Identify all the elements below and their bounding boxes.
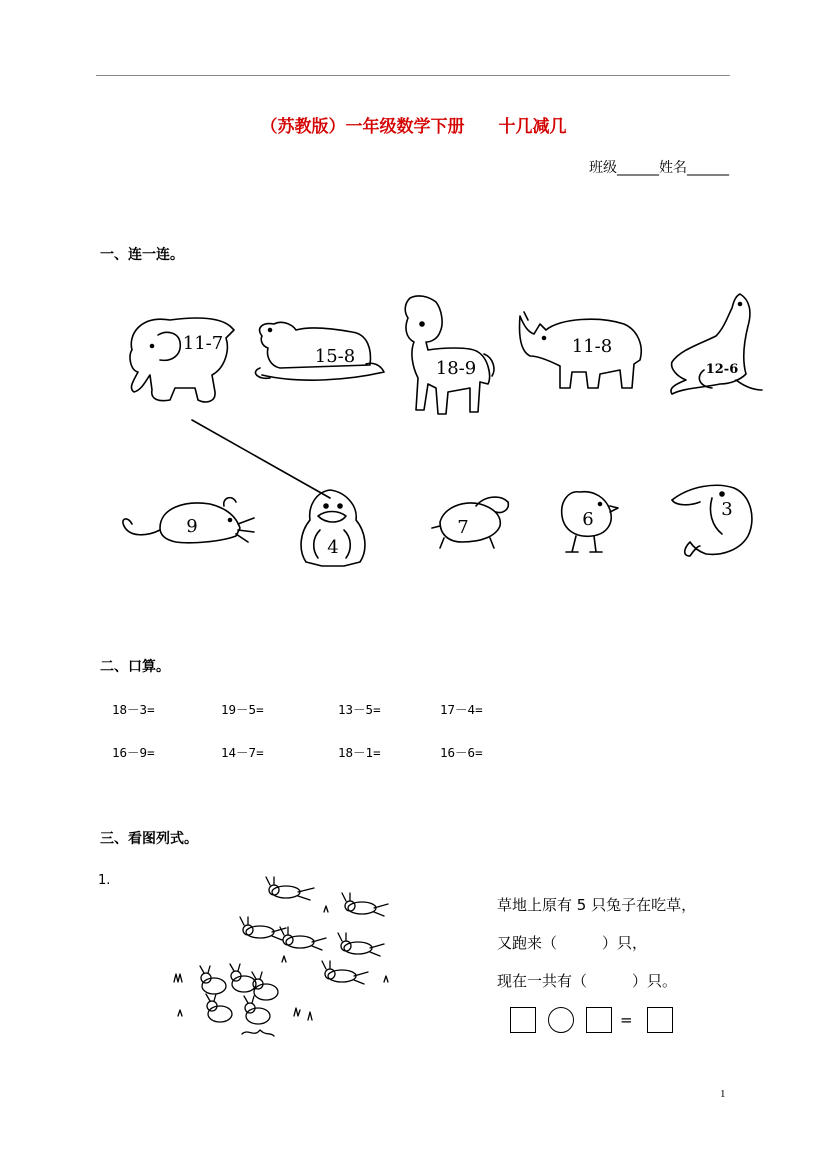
running-rabbit [322,961,368,984]
example-connection-line [192,420,330,498]
grass-tuft [282,956,286,962]
problem-number: 1. [98,873,111,888]
calc-item: 16－9= [112,745,155,760]
grass-tuft [242,1030,274,1036]
answer-box-2[interactable] [586,1007,612,1033]
calc-item: 17－4= [440,702,483,717]
grazing-rabbit [230,964,256,992]
dolphin-drawing [672,485,752,556]
turtle-label: 7 [457,517,469,538]
calc-item: 19－5= [221,702,264,717]
chick-label: 6 [582,509,594,530]
answer-box-1[interactable] [510,1007,536,1033]
grass-tuft [308,1012,312,1020]
hippo-label: 15-8 [314,346,356,367]
equals-sign: = [620,1011,633,1029]
section3-heading: 三、看图列式。 [100,831,198,847]
grazing-rabbit [200,966,226,994]
grazing-rabbit [206,994,232,1022]
matching-illustration [0,280,827,580]
running-rabbit [280,927,326,950]
class-name-line: 班级______姓名______ [589,160,729,176]
calc-item: 14－7= [221,745,264,760]
elephant-label: 11-7 [182,333,224,354]
calc-item: 13－5= [338,702,381,717]
section1-heading: 一、连一连。 [100,247,184,263]
seal-drawing [671,294,762,394]
grass-tuft [174,974,182,982]
calc-item: 16－6= [440,745,483,760]
running-rabbit [266,877,314,900]
mouse-label: 9 [186,516,198,537]
problem-line-3: 现在一共有（ ）只。 [497,972,678,990]
grass-tuft [178,1010,182,1016]
turtle-drawing [432,497,508,548]
running-rabbit [338,933,384,956]
header-rule [96,75,730,76]
elephant-drawing [130,318,234,402]
problem-line-2: 又跑来（ ）只， [497,934,648,952]
page-number: 1 [720,1088,726,1100]
calc-item: 18－3= [112,702,155,717]
section2-heading: 二、口算。 [100,659,170,675]
answer-box-3[interactable] [647,1007,673,1033]
dolphin-label: 3 [721,499,733,520]
running-rabbit [240,917,286,940]
calc-item: 18－1= [338,745,381,760]
rhino-label: 11-8 [571,336,613,357]
running-rabbit [342,893,388,916]
page-title: （苏教版）一年级数学下册 十几减几 [260,117,567,137]
horse-label: 18-9 [435,358,477,379]
problem-line-1: 草地上原有 5 只兔子在吃草， [497,896,697,914]
rabbits-illustration [158,874,412,1050]
operator-circle[interactable] [548,1007,574,1033]
grass-tuft [384,976,388,982]
penguin-label: 4 [327,537,339,558]
grass-tuft [324,906,328,912]
seal-label: 12-6 [705,362,739,377]
grass-tuft [294,1008,300,1016]
horse-drawing [405,296,494,414]
